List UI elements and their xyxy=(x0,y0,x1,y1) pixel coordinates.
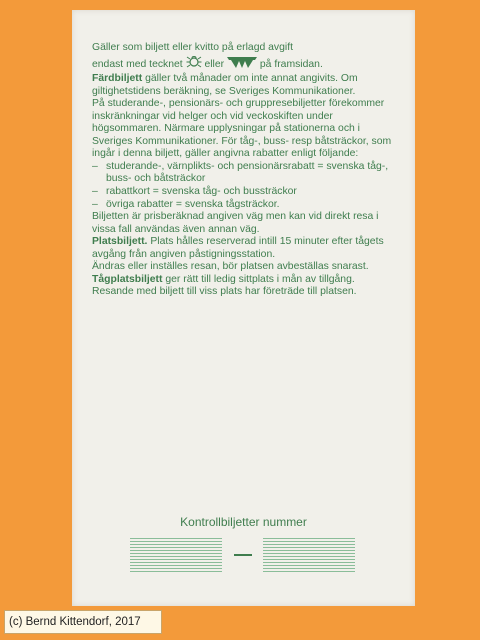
tagplats-paragraph xyxy=(92,274,396,287)
plats-text: Plats hålles reserverad intill 15 minuter efter tågets avgång från angiven påstigningsstation. xyxy=(92,236,384,260)
list-item-text: övriga rabatter = svenska tågsträckor. xyxy=(106,198,280,210)
tagplats-text: ger rätt till ledig sittplats i mån av tillgång. xyxy=(165,273,355,285)
copyright-credit: (c) Bernd Kittendorf, 2017 xyxy=(4,610,162,634)
list-item-text: rabattkort = svenska tåg- och bussträckor xyxy=(106,186,297,198)
control-number-box-left xyxy=(130,538,222,572)
control-title: Kontrollbiljetter nummer xyxy=(180,515,307,529)
symbol-line xyxy=(92,55,396,74)
andras-paragraph: Ändras eller inställes resan, bör platsen avbeställas snarast. xyxy=(92,261,369,273)
plats-label: Platsbiljett. xyxy=(92,236,148,248)
list-item xyxy=(92,186,396,199)
ticket-conditions-text xyxy=(92,42,396,299)
wing-logo-icon xyxy=(227,55,257,74)
control-number-box-right xyxy=(263,538,355,572)
winged-wheel-icon xyxy=(186,55,202,74)
studerande-paragraph: På studerande-, pensionärs- och gruppresebiljetter förekommer inskränkningar vid helger och vid veckoskiften under högsommaren. Närmare upplysningar på stationerna och i Sveriges Kommunikationer. För tåg-, buss- resp båtsträckor, som ingår i denna biljett, gäller angivna rabatter enligt följande: xyxy=(92,98,392,160)
validity-line: Gäller som biljett eller kvitto på erlagd avgift xyxy=(92,42,293,53)
list-item xyxy=(92,199,396,212)
fard-text: gäller två månader om inte annat angivits. Om giltighetstidens beräkning, se Sveriges Kommunikationer. xyxy=(92,73,358,97)
list-dash: – xyxy=(92,198,98,210)
tagplats-label: Tågplatsbiljett xyxy=(92,273,163,285)
list-dash: – xyxy=(92,160,98,172)
list-dash: – xyxy=(92,186,98,198)
resande-paragraph: Resande med biljett till viss plats har företräde till platsen. xyxy=(92,286,357,298)
control-number-dash xyxy=(234,554,252,556)
symbol-line-post: på framsidan. xyxy=(259,58,323,70)
fard-paragraph xyxy=(92,73,396,98)
fard-label: Färdbiljett xyxy=(92,73,143,85)
ticket-back xyxy=(72,10,415,606)
symbol-line-pre: endast med tecknet xyxy=(92,58,183,70)
plats-paragraph xyxy=(92,236,396,261)
symbol-line-mid: eller xyxy=(204,58,225,70)
list-item-text: studerande-, värnplikts- och pensionärsrabatt = svenska tåg-, buss- och båtsträckor xyxy=(106,160,389,185)
pris-paragraph: Biljetten är prisberäknad angiven väg men kan vid direkt resa i vissa fall användas även annan väg. xyxy=(92,211,379,235)
list-item xyxy=(92,161,396,186)
